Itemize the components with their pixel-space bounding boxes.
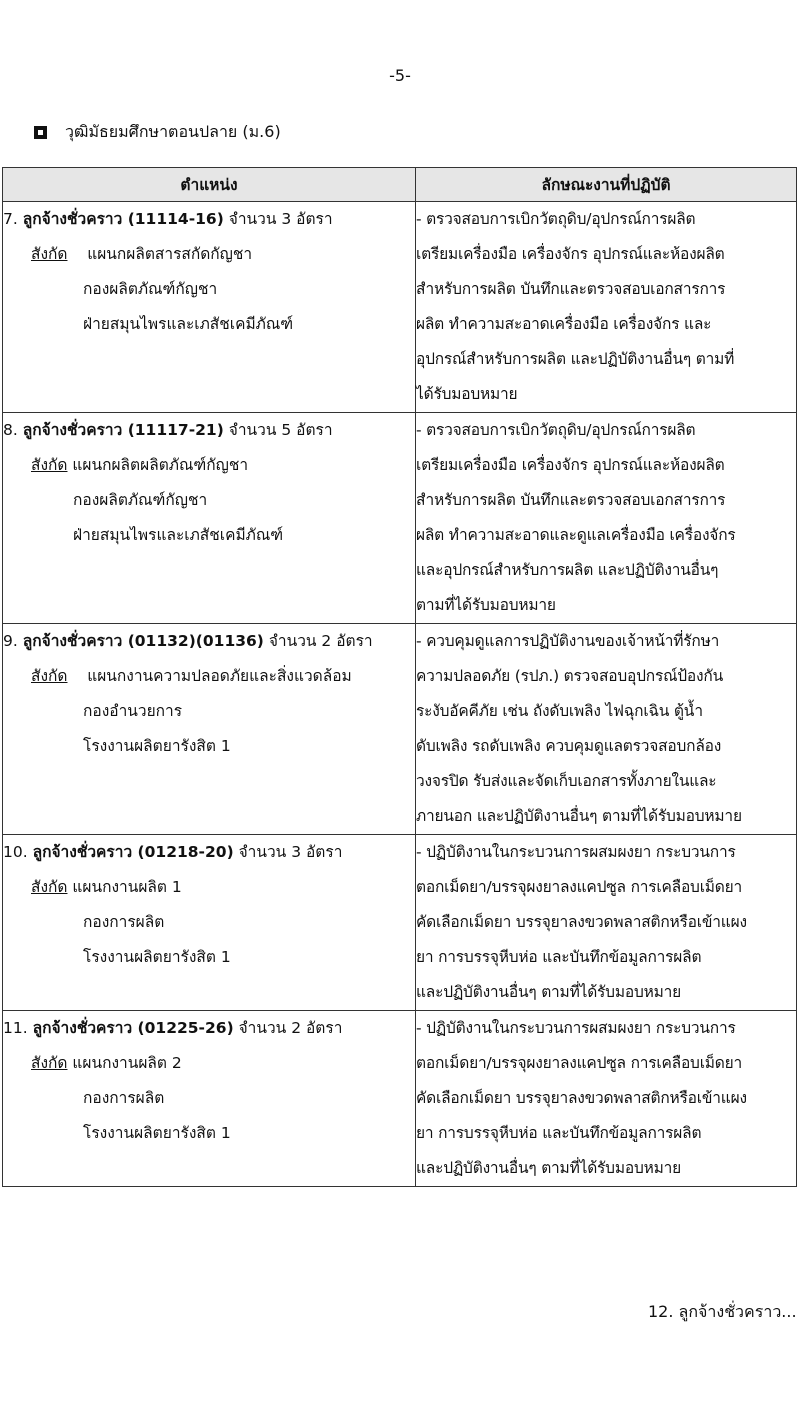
duty-line: และปฏิบัติงานอื่นๆ ตามที่ได้รับมอบหมาย bbox=[416, 1159, 682, 1177]
unit-department: แผนกผลิตสารสกัดกัญชา bbox=[87, 245, 253, 263]
duty-line: สำหรับการผลิต บันทึกและตรวจสอบเอกสารการ bbox=[416, 280, 726, 298]
table-row bbox=[3, 413, 797, 624]
position-cell bbox=[3, 624, 416, 835]
duty-line: คัดเลือกเม็ดยา บรรจุยาลงขวดพลาสติกหรือเข้าแผง bbox=[416, 1089, 747, 1107]
duty-line: และอุปกรณ์สำหรับการผลิต และปฏิบัติงานอื่นๆ bbox=[416, 561, 719, 579]
affiliation-label: สังกัด bbox=[31, 245, 68, 263]
position-cell bbox=[3, 202, 416, 413]
duty-line: อุปกรณ์สำหรับการผลิต และปฏิบัติงานอื่นๆ ตามที่ bbox=[416, 350, 735, 368]
position-title: ลูกจ้างชั่วคราว (11117-21) bbox=[22, 421, 224, 439]
duty-line: ผลิต ทำความสะอาดและดูแลเครื่องมือ เครื่องจักร bbox=[416, 526, 736, 544]
position-cell bbox=[3, 413, 416, 624]
position-title: ลูกจ้างชั่วคราว (01132)(01136) bbox=[22, 632, 264, 650]
position-count: จำนวน 3 อัตรา bbox=[238, 843, 343, 861]
job-positions-table bbox=[2, 167, 797, 1187]
position-title: ลูกจ้างชั่วคราว (01225-26) bbox=[32, 1019, 234, 1037]
duty-line: ยา การบรรจุหีบห่อ และบันทึกข้อมูลการผลิต bbox=[416, 1124, 702, 1142]
position-number: 9. bbox=[3, 632, 18, 650]
unit-division: กองผลิตภัณฑ์กัญชา bbox=[73, 491, 208, 509]
duty-line: - ควบคุมดูแลการปฏิบัติงานของเจ้าหน้าที่รักษา bbox=[416, 632, 720, 650]
unit-section: โรงงานผลิตยารังสิต 1 bbox=[83, 948, 231, 966]
duties-cell bbox=[416, 1011, 797, 1187]
unit-department: แผนกงานผลิต 1 bbox=[72, 878, 182, 896]
duty-line: - ตรวจสอบการเบิกวัตถุดิบ/อุปกรณ์การผลิต bbox=[416, 210, 696, 228]
duties-cell bbox=[416, 202, 797, 413]
unit-section: โรงงานผลิตยารังสิต 1 bbox=[83, 1124, 231, 1142]
duty-line: เตรียมเครื่องมือ เครื่องจักร อุปกรณ์และห้องผลิต bbox=[416, 245, 725, 263]
position-number: 8. bbox=[3, 421, 18, 439]
duties-cell bbox=[416, 413, 797, 624]
position-count: จำนวน 2 อัตรา bbox=[268, 632, 373, 650]
table-row bbox=[3, 202, 797, 413]
duty-line: - ปฏิบัติงานในกระบวนการผสมผงยา กระบวนการ bbox=[416, 1019, 736, 1037]
table-row bbox=[3, 624, 797, 835]
duty-line: เตรียมเครื่องมือ เครื่องจักร อุปกรณ์และห้องผลิต bbox=[416, 456, 725, 474]
position-count: จำนวน 2 อัตรา bbox=[238, 1019, 343, 1037]
section-heading-text: วุฒิมัธยมศึกษาตอนปลาย (ม.6) bbox=[65, 122, 281, 141]
square-bullet-icon bbox=[34, 126, 47, 139]
position-cell bbox=[3, 1011, 416, 1187]
duty-line: - ตรวจสอบการเบิกวัตถุดิบ/อุปกรณ์การผลิต bbox=[416, 421, 696, 439]
duties-cell bbox=[416, 835, 797, 1011]
unit-section: โรงงานผลิตยารังสิต 1 bbox=[83, 737, 231, 755]
position-number: 10. bbox=[3, 843, 28, 861]
position-count: จำนวน 3 อัตรา bbox=[228, 210, 333, 228]
position-title: ลูกจ้างชั่วคราว (01218-20) bbox=[32, 843, 234, 861]
affiliation-label: สังกัด bbox=[31, 1054, 68, 1072]
unit-division: กองการผลิต bbox=[83, 1089, 165, 1107]
duty-line: ยา การบรรจุหีบห่อ และบันทึกข้อมูลการผลิต bbox=[416, 948, 702, 966]
duty-line: ตอกเม็ดยา/บรรจุผงยาลงแคปซูล การเคลือบเม็ดยา bbox=[416, 1054, 743, 1072]
position-number: 11. bbox=[3, 1019, 28, 1037]
duties-cell bbox=[416, 624, 797, 835]
duty-line: ระงับอัคคีภัย เช่น ถังดับเพลิง ไฟฉุกเฉิน ตู้น้ำ bbox=[416, 702, 703, 720]
position-number: 7. bbox=[3, 210, 18, 228]
table-row bbox=[3, 835, 797, 1011]
duty-line: ได้รับมอบหมาย bbox=[416, 385, 518, 403]
table-header-row bbox=[3, 168, 797, 202]
unit-division: กองผลิตภัณฑ์กัญชา bbox=[83, 280, 218, 298]
page-number: -5- bbox=[389, 66, 411, 85]
affiliation-label: สังกัด bbox=[31, 456, 68, 474]
table-row bbox=[3, 1011, 797, 1187]
duty-line: วงจรปิด รับส่งและจัดเก็บเอกสารทั้งภายในและ bbox=[416, 772, 717, 790]
affiliation-label: สังกัด bbox=[31, 667, 68, 685]
duty-line: ภายนอก และปฏิบัติงานอื่นๆ ตามที่ได้รับมอบหมาย bbox=[416, 807, 742, 825]
unit-division: กองการผลิต bbox=[83, 913, 165, 931]
unit-department: แผนกงานผลิต 2 bbox=[72, 1054, 182, 1072]
header-duties: ลักษณะงานที่ปฏิบัติ bbox=[416, 168, 797, 202]
position-count: จำนวน 5 อัตรา bbox=[228, 421, 333, 439]
duty-line: ความปลอดภัย (รปภ.) ตรวจสอบอุปกรณ์ป้องกัน bbox=[416, 667, 723, 685]
header-position: ตำแหน่ง bbox=[3, 168, 416, 202]
duty-line: - ปฏิบัติงานในกระบวนการผสมผงยา กระบวนการ bbox=[416, 843, 736, 861]
affiliation-label: สังกัด bbox=[31, 878, 68, 896]
duty-line: สำหรับการผลิต บันทึกและตรวจสอบเอกสารการ bbox=[416, 491, 726, 509]
duty-line: ดับเพลิง รถดับเพลิง ควบคุมดูแลตรวจสอบกล้อง bbox=[416, 737, 722, 755]
unit-department: แผนกงานความปลอดภัยและสิ่งแวดล้อม bbox=[87, 667, 352, 685]
duty-line: ตอกเม็ดยา/บรรจุผงยาลงแคปซูล การเคลือบเม็ดยา bbox=[416, 878, 743, 896]
duty-line: ผลิต ทำความสะอาดเครื่องมือ เครื่องจักร และ bbox=[416, 315, 712, 333]
position-cell bbox=[3, 835, 416, 1011]
unit-department: แผนกผลิตผลิตภัณฑ์กัญชา bbox=[72, 456, 249, 474]
position-title: ลูกจ้างชั่วคราว (11114-16) bbox=[22, 210, 224, 228]
duty-line: คัดเลือกเม็ดยา บรรจุยาลงขวดพลาสติกหรือเข้าแผง bbox=[416, 913, 747, 931]
duty-line: ตามที่ได้รับมอบหมาย bbox=[416, 596, 556, 614]
duty-line: และปฏิบัติงานอื่นๆ ตามที่ได้รับมอบหมาย bbox=[416, 983, 682, 1001]
continued-next-page: 12. ลูกจ้างชั่วคราว... bbox=[648, 1302, 797, 1321]
unit-section: ฝ่ายสมุนไพรและเภสัชเคมีภัณฑ์ bbox=[73, 526, 284, 544]
section-heading bbox=[34, 120, 281, 145]
unit-division: กองอำนวยการ bbox=[83, 702, 183, 720]
unit-section: ฝ่ายสมุนไพรและเภสัชเคมีภัณฑ์ bbox=[83, 315, 294, 333]
